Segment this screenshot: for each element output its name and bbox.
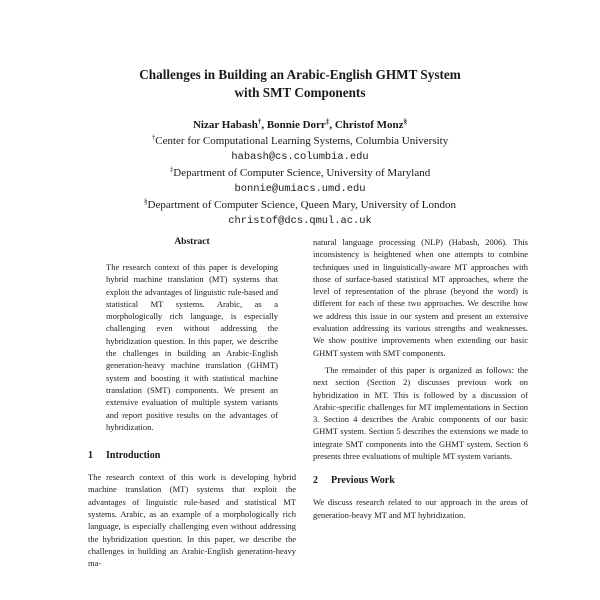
previous-work-heading (313, 474, 528, 488)
affiliation-1-text: Center for Computational Learning Systems, Columbia University (155, 135, 449, 147)
left-column (88, 236, 296, 570)
affiliation-2-mark: ‡ (169, 165, 174, 174)
author-habash: Nizar Habash (192, 119, 258, 131)
intro-paragraph: The research context of this work is developing hybrid machine translation (MT) systems that exploit the advantages of linguistic rule-based and statistical MT systems. Arabic, as an example of a morphologically rich language, is especially challenging even without addressing the hybridization question. In this paper, we describe the challenges in building an Arabic-English generation-heavy ma- (88, 472, 296, 569)
author-sep-2: , (329, 119, 335, 131)
affiliation-2-text: Department of Computer Science, University of Maryland (173, 167, 431, 179)
previous-work-number: 2 (313, 475, 318, 487)
right-column (313, 236, 528, 521)
affiliation-3 (0, 197, 600, 213)
right-paragraph-2: The remainder of this paper is organized as follows: the next section (Section 2) discusses previous work on hybridization in MT. This is followed by a discussion of Arabic-specific challenges for MT implementations in Section 3. Section 4 describes the Arabic components of our basic GHMT system. Section 5 describes the extensions we made to integrate SMT components into the GHMT system. Section 6 presents three evaluations of multiple MT system variants. (313, 364, 528, 462)
title-line-1: Challenges in Building an Arabic-English GHMT System (139, 67, 461, 82)
author-names (0, 117, 600, 133)
email-1: habash@cs.columbia.edu (231, 151, 369, 163)
affiliation-1 (0, 133, 600, 149)
previous-work-paragraph: We discuss research related to our approach in the areas of generation-heavy MT and MT hybridization. (313, 497, 528, 520)
author-block (0, 117, 600, 229)
intro-title: Introduction (106, 450, 161, 462)
author-monz: Christof Monz (334, 119, 404, 131)
right-paragraph-1: natural language processing (NLP) (Habash, 2006). This inconsistency is heightened when one attempts to combine techniques used in linguistically-aware MT approaches with those of surface-based statistical MT approaches, where the level of representation of the phrase (beyond the word) is different for each of these two approaches. We describe how we address this issue in our system and present an extensive evaluation addressing its various strengths and weaknesses. We show positive improvements when extending our basic GHMT system with SMT components. (313, 237, 528, 358)
affiliation-1-mark: † (151, 133, 156, 142)
author-sep-1: , (261, 119, 267, 131)
abstract-text: The research context of this paper is developing hybrid machine translation (MT) systems that exploit the advantages of linguistic rule-based and statistical MT systems. Arabic, as a morphologically rich language, is especially challenging even without addressing the hybridization question. In this paper, we describe the challenges in building an Arabic-English generation-heavy machine translation (GHMT) system and boosting it with statistical machine translation (SMT) components. We present an extensive evaluation of multiple system variants and report positive results on the advantages of hybridization. (106, 262, 278, 432)
intro-heading (88, 449, 296, 463)
author-dorr: Bonnie Dorr (266, 119, 326, 131)
author-dorr-mark: ‡ (325, 117, 330, 126)
abstract-heading: Abstract (174, 237, 210, 247)
paper-title (0, 66, 600, 101)
intro-number: 1 (88, 450, 93, 462)
affiliation-3-text: Department of Computer Science, Queen Mary, University of London (147, 199, 456, 211)
author-monz-mark: § (403, 117, 408, 126)
author-habash-mark: † (257, 117, 262, 126)
title-line-2: with SMT Components (234, 84, 366, 100)
email-3: christof@dcs.qmul.ac.uk (228, 215, 372, 227)
affiliation-2 (0, 165, 600, 181)
email-2: bonnie@umiacs.umd.edu (234, 183, 366, 195)
affiliation-3-mark: § (144, 197, 148, 206)
previous-work-title: Previous Work (331, 475, 395, 487)
